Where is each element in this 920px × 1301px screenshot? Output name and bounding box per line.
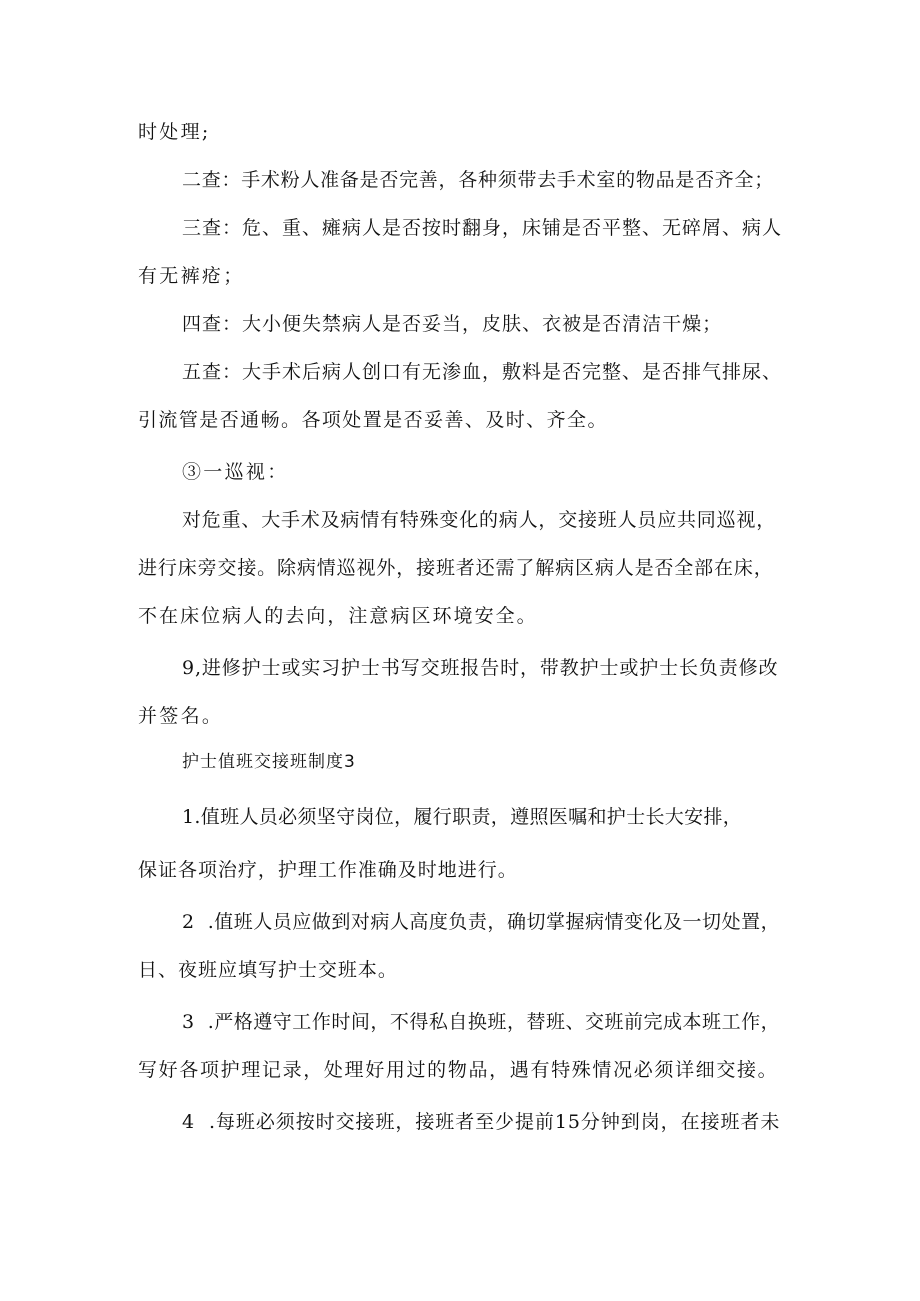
- rule-2-line-2: 日、夜班应填写护士交班本。: [138, 959, 398, 981]
- text-line-9: 对危重、大手术及病情有特殊变化的病人，交接班人员应共同巡视，: [182, 509, 777, 531]
- text-line-6: 五查：大手术后病人创口有无渗血，敷料是否完整、是否排气排尿、: [182, 361, 783, 383]
- text-line-12: 9,进修护士或实习护士书写交班报告时，带教护士或护士长负责修改: [182, 657, 779, 679]
- text-line-3: 三查：危、重、瘫病人是否按时翻身，床铺是否平整、无碎屑、病人: [182, 217, 783, 239]
- rule-2-line-1: 2 .值班人员应做到对病人高度负责，确切掌握病情变化及一切处置，: [182, 911, 781, 933]
- text-line-13: 并签名。: [138, 705, 224, 727]
- rule-3-line-1: 3 .严格遵守工作时间，不得私自换班，替班、交班前完成本班工作，: [182, 1011, 781, 1033]
- text-line-7: 引流管是否通畅。各项处置是否妥善、及时、齐全。: [138, 409, 608, 431]
- rule-3-line-2: 写好各项护理记录，处理好用过的物品，遇有特殊情况必须详细交接。: [138, 1059, 779, 1081]
- section-title: 护士值班交接班制度3: [182, 752, 356, 772]
- rule-1-line-2: 保证各项治疗，护理工作准确及时地进行。: [138, 859, 518, 881]
- text-line-11: 不在床位病人的去向，注意病区环境安全。: [138, 605, 538, 627]
- text-line-1: 时处理;: [138, 121, 211, 143]
- rule-4-line-1: 4 .每班必须按时交接班，接班者至少提前15分钟到岗，在接班者未: [182, 1111, 781, 1133]
- text-line-4: 有无裤疮；: [138, 265, 245, 287]
- text-line-5: 四查：大小便失禁病人是否妥当，皮肤、衣被是否清洁干燥；: [182, 313, 723, 335]
- section-heading-patrol: ③一巡视：: [182, 461, 289, 483]
- text-line-2: 二查：手术粉人准备是否完善，各种须带去手术室的物品是否齐全；: [182, 169, 775, 191]
- text-line-10: 进行床旁交接。除病情巡视外，接班者还需了解病区病人是否全部在床，: [138, 557, 774, 579]
- rule-1-line-1: 1.值班人员必须坚守岗位，履行职责，遵照医嘱和护士长大安排，: [182, 806, 743, 828]
